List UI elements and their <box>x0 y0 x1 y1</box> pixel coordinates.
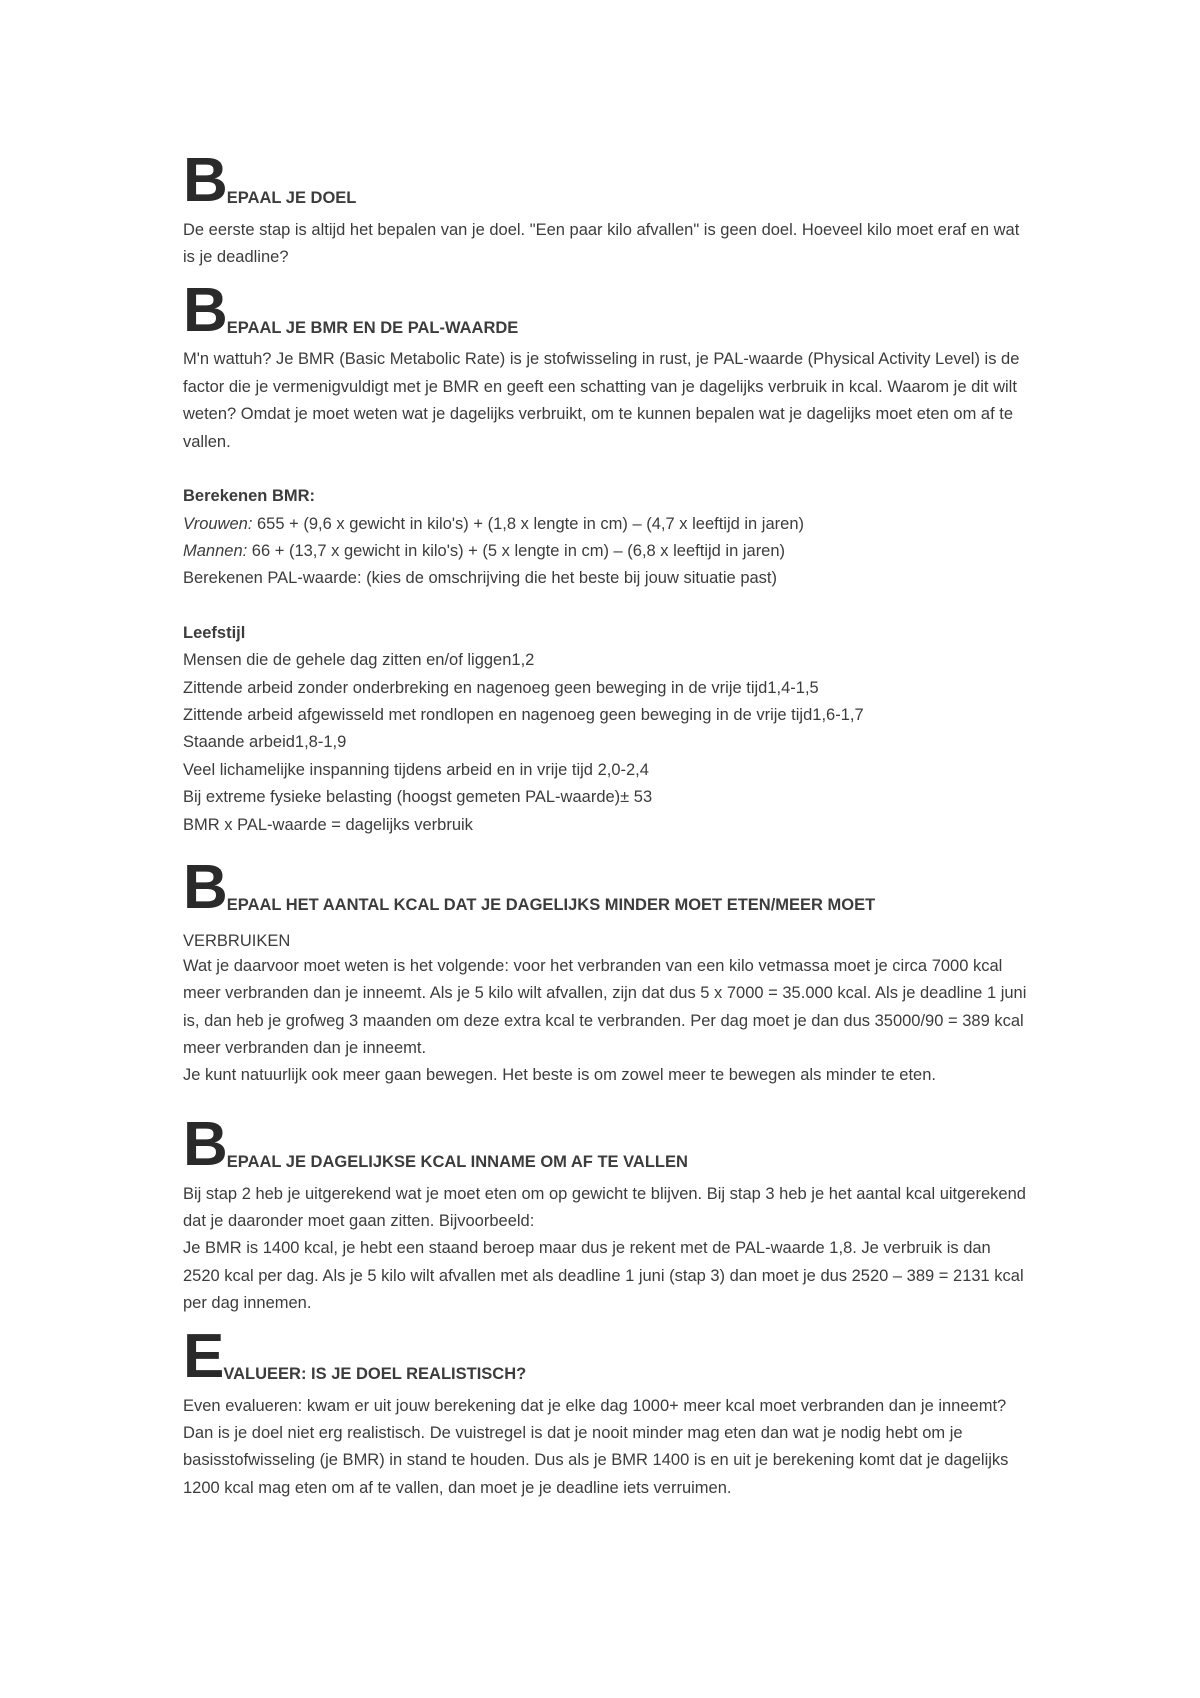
document-page <box>183 148 1028 1502</box>
men-label: Mannen: <box>183 541 248 560</box>
heading-text: EPAAL JE DOEL <box>226 189 357 208</box>
drop-cap: B <box>183 146 226 215</box>
heading-text: EPAAL JE BMR EN DE PAL-WAARDE <box>226 318 519 337</box>
section-heading <box>183 852 1028 922</box>
paragraph: Wat je daarvoor moet weten is het volgende: voor het verbranden van een kilo vetmassa moet je circa 7000 kcal meer verbranden dan je inneemt. Als je 5 kilo wilt afvallen, zijn dat dus 5 x 7000 = 35.000 kcal. Als je deadline 1 juni is, dan heb je grofweg 3 maanden om deze extra kcal te verbranden. Per dag moet je dan dus 35000/90 = 389 kcal meer verbranden dan je inneemt. <box>183 956 1027 1058</box>
heading-text-continued: VERBRUIKEN <box>183 931 291 950</box>
pal-line: Berekenen PAL-waarde: (kies de omschrijving die het beste bij jouw situatie past) <box>183 569 777 588</box>
heading-text: EPAAL HET AANTAL KCAL DAT JE DAGELIJKS MINDER MOET ETEN/MEER MOET <box>226 896 876 915</box>
women-formula: 655 + (9,6 x gewicht in kilo's) + (1,8 x lengte in cm) – (4,7 x leeftijd in jaren) <box>252 514 804 533</box>
drop-cap: B <box>183 1109 226 1179</box>
section-doel <box>183 146 1028 272</box>
lifestyle-heading: Leefstijl <box>183 623 246 642</box>
paragraph: De eerste stap is altijd het bepalen van je doel. "Een paar kilo afvallen" is geen doel. Hoeveel kilo moet eraf en wat is je deadline? <box>183 220 1020 267</box>
lifestyle-line: Zittende arbeid afgewisseld met rondlopen en nagenoeg geen beweging in de vrije tijd1,6-1,7 <box>183 705 864 724</box>
paragraph: Je kunt natuurlijk ook meer gaan bewegen. Het beste is om zowel meer te bewegen als minder te eten. <box>183 1066 936 1085</box>
lifestyle-line: Zittende arbeid zonder onderbreking en nagenoeg geen beweging in de vrije tijd1,4-1,5 <box>183 678 819 697</box>
section-heading <box>183 275 1028 345</box>
section-heading <box>183 146 1028 215</box>
paragraph: M'n wattuh? Je BMR (Basic Metabolic Rate) is je stofwisseling in rust, je PAL-waarde (Physical Activity Level) is de factor die je vermenigvuldigt met je BMR en geeft een schatting van je dagelijks verbruik in kcal. Waarom je dit wilt weten? Omdat je moet weten wat je dagelijks verbruikt, om te kunnen bepalen wat je dagelijks moet eten om af te vallen. <box>183 350 1020 451</box>
drop-cap: E <box>183 1321 223 1391</box>
section-heading <box>183 1321 1028 1391</box>
lifestyle-line: Mensen die de gehele dag zitten en/of liggen1,2 <box>183 651 535 670</box>
paragraph: Even evalueren: kwam er uit jouw berekening dat je elke dag 1000+ meer kcal moet verbranden dan je inneemt? Dan is je doel niet erg realistisch. De vuistregel is dat je nooit minder mag eten dan wat je nodig hebt om je basisstofwisseling (je BMR) in stand te houden. Dus als je BMR 1400 is en uit je berekening komt dat je dagelijks 1200 kcal mag eten om af te vallen, dan moet je je deadline iets verruimen. <box>183 1396 1009 1497</box>
women-formula-line <box>183 511 1028 538</box>
lifestyle-line: Veel lichamelijke inspanning tijdens arbeid en in vrije tijd 2,0-2,4 <box>183 760 649 779</box>
lifestyle-line: BMR x PAL-waarde = dagelijks verbruik <box>183 815 473 834</box>
section-heading <box>183 1109 1028 1179</box>
women-label: Vrouwen: <box>183 514 253 533</box>
heading-text: EPAAL JE DAGELIJKSE KCAL INNAME OM AF TE VALLEN <box>226 1153 688 1172</box>
section-evalueer <box>183 1321 1028 1502</box>
bmr-heading: Berekenen BMR: <box>183 487 316 506</box>
drop-cap: B <box>183 852 226 922</box>
men-formula: 66 + (13,7 x gewicht in kilo's) + (5 x lengte in cm) – (6,8 x leeftijd in jaren) <box>247 541 786 560</box>
paragraph: Je BMR is 1400 kcal, je hebt een staand beroep maar dus je rekent met de PAL-waarde 1,8. Je verbruik is dan 2520 kcal per dag. Als je 5 kilo wilt afvallen met als deadline 1 juni (stap 3) dan moet je dus 2520 – 389 = 2131 kcal per dag innemen. <box>183 1239 1024 1313</box>
men-formula-line <box>183 538 1028 565</box>
heading-text: VALUEER: IS JE DOEL REALISTISCH? <box>223 1365 527 1384</box>
section-bmr <box>183 275 1028 839</box>
lifestyle-line: Staande arbeid1,8-1,9 <box>183 733 347 752</box>
lifestyle-line: Bij extreme fysieke belasting (hoogst gemeten PAL-waarde)± 53 <box>183 788 653 807</box>
paragraph: Bij stap 2 heb je uitgerekend wat je moet eten om op gewicht te blijven. Bij stap 3 heb je het aantal kcal uitgerekend dat je daaronder moet gaan zitten. Bijvoorbeeld: <box>183 1184 1026 1231</box>
section-kcal-minder <box>183 852 1028 1090</box>
drop-cap: B <box>183 275 226 345</box>
section-kcal-inname <box>183 1109 1028 1318</box>
